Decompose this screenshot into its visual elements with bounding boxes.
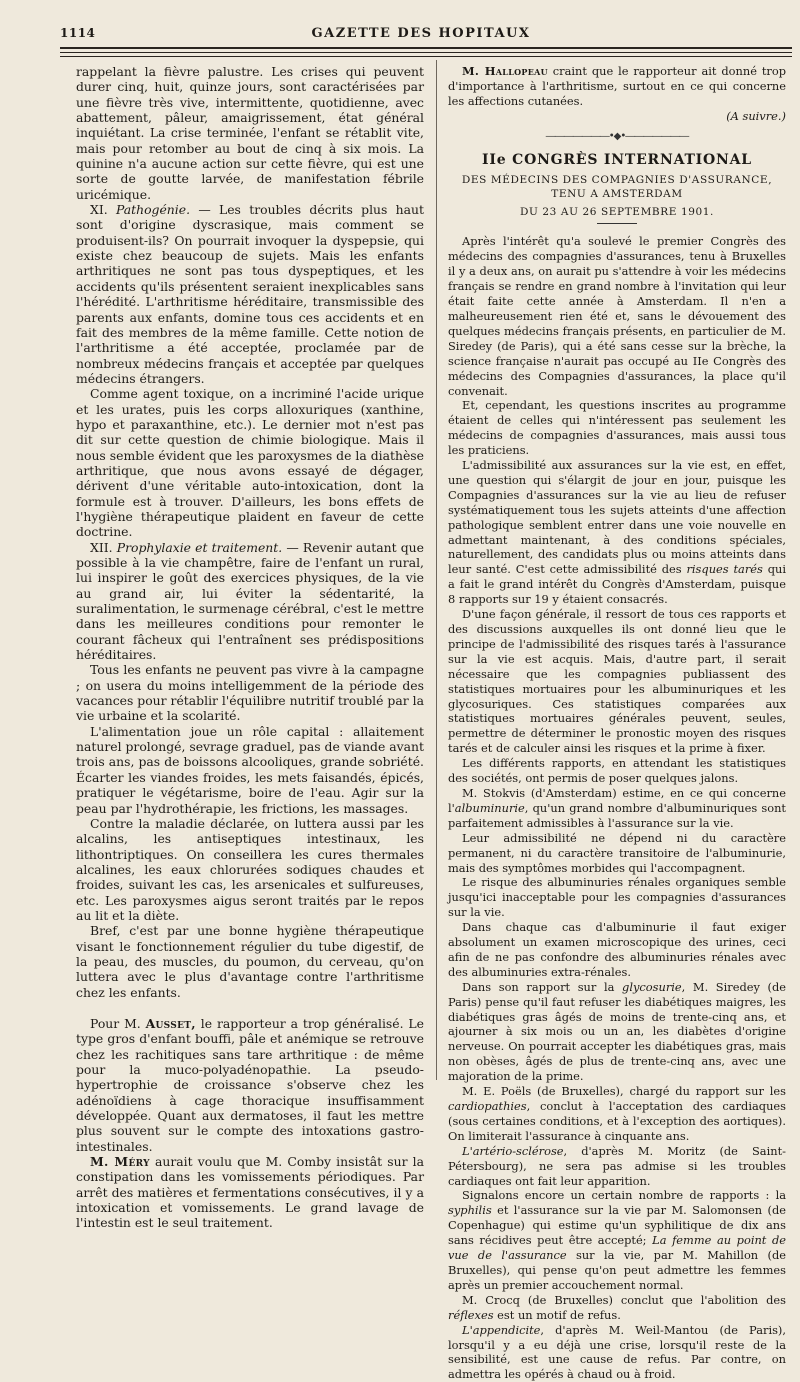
paragraph: rappelant la fièvre palustre. Les crises qui peuvent durer cinq, huit, quinze jours, sont caractérisées par une fièvre très vive, intermittente, quotidienne, avec abattement, pâleur, amaigrissement, état général inquiétant. La crise terminée, l'enfant se rétablit vite, mais pour retomber au bout de cinq à six mois. La quinine n'a aucune action sur cette fièvre, qui est une sorte de goutte larvée, de manifestation fébrile uricémique.: [76, 64, 424, 202]
section-label: Pathogénie.: [115, 202, 191, 218]
section-subtitle: DES MÉDECINS DES COMPAGNIES D'ASSURANCE, TENU A AMSTERDAM: [461, 174, 773, 201]
paragraph-hallopeau: [448, 64, 786, 109]
paragraph-text: aurait voulu que M. Comby insistât sur la constipation dans les vomissements périodiques. Par arrêt des matières et fermentations consécutives, il y a intoxication et vomissements. Le grand lavage de l'intestin est le seul traitement.: [76, 1154, 424, 1231]
italic-term: réflexes: [448, 1307, 494, 1322]
paragraph: [448, 1144, 786, 1189]
italic-term: L'appendicite: [462, 1322, 541, 1337]
paragraph-pathogenie: [76, 202, 424, 386]
italic-term: L'artério-sclérose: [462, 1143, 564, 1158]
paragraph-text: — Les troubles décrits plus haut sont d'origine dyscrasique, mais comment se produisent-ils? On pourrait invoquer la dyspepsie, qui existe chez beaucoup de sujets. Mais les enfants arthritiques ne sont pas tous dyspeptiques, et les accidents qu'ils présentent seraient inexplicables sans l'hérédité. L'arthritisme héréditaire, transmissible des parents aux enfants, domine tous ces accidents et en fait des membres de la même famille. Cette notion de l'arthritisme a été acceptée, proclamée par de nombreux médecins français et acceptée par quelques médecins étrangers.: [76, 202, 424, 386]
section-number: XI.: [90, 202, 108, 218]
paragraph-text: , qu'un grand nombre d'albuminuriques sont parfaitement admissibles à l'assurance sur la vie.: [448, 800, 786, 830]
speaker-name: Ausset,: [145, 1015, 196, 1031]
paragraph-text: le rapporteur a trop généralisé. Le type gros d'enfant bouffi, pâle et anémique se retrouve chez les rachitiques sans tare arthritique : de même pour la muco-polyadénopathie. La pseudo-hypertrophie de croissance s'observe chez les adénoïdiens à cage thoracique insuffisamment développée. Quant aux dermatoses, il faut les mettre plus souvent sur le compte des intoxations gastro-intestinales.: [76, 1015, 424, 1154]
section-number: XII.: [90, 539, 113, 555]
speaker-name: M. Méry: [90, 1154, 150, 1170]
paragraph: Comme agent toxique, on a incriminé l'acide urique et les urates, puis les corps alloxuriques (xanthine, hypo et paraxanthine, etc.). Le dernier mot n'est pas dit sur cette question de chimie biologique. Mais il nous semble évident que les paroxysmes de la diathèse arthritique, que nous avons essayé de dégager, dérivent d'une véritable auto-intoxication, dont la formule est à trouver. D'ailleurs, les bons effets de l'hygiène thérapeutique plaident en faveur de cette doctrine.: [76, 386, 424, 540]
paragraph: Bref, c'est par une bonne hygiène thérapeutique visant le fonctionnement régulier du tube digestif, de la peau, des muscles, du poumon, du cerveau, qu'on luttera avec le plus d'avantage contre l'arthritisme chez les enfants.: [76, 923, 424, 1000]
paragraph: Contre la maladie déclarée, on luttera aussi par les alcalins, les antiseptiques intestinaux, les lithontriptiques. On conseillera les cures thermales alcalines, les eaux chlorurées sodiques chaudes et froides, suivant les cas, les arsenicales et sulfureuses, etc. Les paroxysmes aigus seront traités par le repos au lit et la diète.: [76, 815, 424, 923]
italic-term: albuminurie: [454, 800, 525, 815]
paragraph-text: M. E. Poëls (de Bruxelles), chargé du rapport sur les: [462, 1084, 786, 1099]
header-rule-thin-2: [60, 56, 792, 57]
left-column: [76, 64, 424, 1231]
paragraph-text: — Revenir autant que possible à la vie champêtre, faire de l'enfant un rural, lui inspirer le goût des exercices physiques, de la vie au grand air, lui éviter la sédentarité, la suralimentation, le surmenage cérébral, c'est le mettre dans les meilleures conditions pour remonter le courant fâcheux qui l'entraînent ses prédispositions héréditaires.: [76, 539, 424, 663]
paragraph: [448, 1084, 786, 1144]
paragraph-text: L'admissibilité aux assurances sur la vie est, en effet, une question qui s'élargit de jour en jour, puisque les Compagnies d'assurances sur la vie au lieu de refuser systématiquement tous les sujets atteints d'une affection pathologique semblent entrer dans une voie nouvelle en admettant maintenant, à des conditions spéciales, naturellement, des candidats plus ou moins atteints dans leur santé. C'est cette admissibilité des: [448, 458, 786, 577]
paragraph-text: , conclut à l'acceptation des cardiaques (sous certaines conditions, et à l'exception des aortiques). On limiterait l'assurance à cinquante ans.: [448, 1099, 786, 1143]
paragraph-text: M. Stokvis (d'Amsterdam) estime, en ce qui concerne l': [448, 785, 786, 815]
paragraph: [448, 1188, 786, 1292]
header-rule-thick: [60, 47, 792, 49]
page-header: [60, 26, 782, 46]
italic-term: glycosurie: [622, 979, 682, 994]
paragraph: Les différents rapports, en attendant les statistiques des sociétés, ont permis de poser quelques jalons.: [448, 756, 786, 786]
paragraph-text: , M. Siredey (de Paris) pense qu'il faut refuser les diabétiques maigres, les diabétiques gras âgés de moins de trente-cinq ans, et ajourner à six mois ou un an, les diabètes d'origine nerveuse. On pourrait accepter les diabétiques gras, mais non obèses, âgés de plus de trente-cinq ans, avec une majoration de la prime.: [448, 979, 787, 1084]
paragraph-text: qui a fait le grand intérêt du Congrès d'Amsterdam, puisque 8 rapports sur 19 y étaient consacrés.: [448, 562, 786, 607]
section-subtitle-dates: DU 23 AU 26 SEPTEMBRE 1901.: [520, 206, 714, 219]
paragraph-prophylaxie: [76, 540, 424, 663]
paragraph-text: Pour M.: [90, 1015, 146, 1031]
paragraph-text: , d'après M. Moritz (de Saint-Pétersbourg), ne sera pas admise si les troubles cardiaques ont fait leur apparition.: [448, 1143, 786, 1188]
short-rule: [597, 223, 637, 224]
paragraph-text: sur la vie, par M. Mahillon (de Bruxelles), qui pense qu'on peut admettre les femmes après un premier accouchement normal.: [448, 1248, 787, 1292]
speaker-name: M. Hallopeau: [462, 64, 548, 78]
paragraph-text: , d'après M. Weil-Mantou (de Paris), lorsqu'il y a eu déjà une crise, lorsqu'il reste de la sensibilité, est une cause de refus. Par contre, on admettra les opérés à chaud ou à froid.: [448, 1322, 786, 1382]
italic-term: La femme au point de vue de l'assurance: [448, 1233, 786, 1263]
paragraph: [448, 786, 786, 831]
right-column: [448, 64, 786, 1382]
column-divider: [436, 60, 437, 1080]
paragraph: L'alimentation joue un rôle capital : allaitement naturel prolongé, sevrage graduel, pas de viande avant trois ans, pas de boissons alcooliques, grande sobriété. Écarter les viandes froides, les mets faisandés, épicés, pratiquer le végétarisme, boire de l'eau. Agir sur la peau par l'hydrothérapie, les frictions, les massages.: [76, 723, 424, 816]
paragraph: [448, 458, 786, 607]
paragraph: Tous les enfants ne peuvent pas vivre à la campagne ; on usera du moins intelligemment de la période des vacances pour rétablir l'équilibre nutritif troublé par la vie urbaine et la scolarité.: [76, 662, 424, 724]
paragraph-text: et l'assurance sur la vie par M. Salomonsen (de Copenhague) qui estime qu'un syphilitique de dix ans sans récidives peut être accepté;: [448, 1203, 786, 1248]
paragraph-ausset: [76, 1016, 424, 1154]
page-number: 1114: [60, 26, 96, 40]
italic-term: cardiopathies: [448, 1099, 527, 1113]
section-label: Prophylaxie et traitement.: [116, 539, 283, 555]
paragraph-text: est un motif de refus.: [493, 1307, 621, 1322]
paragraph-text: Dans son rapport sur la: [462, 979, 623, 994]
to-be-continued: (A suivre.): [726, 108, 786, 123]
journal-title: GAZETTE DES HOPITAUX: [311, 26, 531, 41]
section-title: IIe CONGRÈS INTERNATIONAL: [482, 151, 752, 168]
header-rule-thin: [60, 52, 792, 53]
paragraph: [448, 1323, 786, 1382]
paragraph-text: M. Crocq (de Bruxelles) conclut que l'abolition des: [462, 1292, 786, 1307]
paragraph: Dans chaque cas d'albuminurie il faut exiger absolument un examen microscopique des urines, ceci afin de ne pas confondre des albuminuries rénales avec des albuminuries extra-rénales.: [448, 920, 786, 979]
paragraph: Et, cependant, les questions inscrites au programme étaient de celles qui n'intéressent pas seulement les médecins de compagnies d'assurances, mais aussi tous les praticiens.: [448, 398, 786, 458]
italic-term: risques tarés: [686, 562, 763, 577]
paragraph: [448, 1293, 786, 1323]
paragraph-mery: [76, 1154, 424, 1231]
paragraph: D'une façon générale, il ressort de tous ces rapports et des discussions auxquelles ils ont donné lieu que le principe de l'admissibilité des risques tarés à l'assurance sur la vie est acquis. Mais, d'autre part, il serait nécessaire que les compagnies publiassent des statistiques mortuaires pour les albuminuriques et les glycosuriques. Ces statistiques comparées aux statistiques mortuaires générales peuvent, seules, permettre de déterminer le pronostic moyen des risques tarés et de calculer ainsi les risques et la prime à fixer.: [448, 607, 786, 756]
italic-term: syphilis: [448, 1203, 492, 1218]
paragraph: Leur admissibilité ne dépend ni du caractère permanent, ni du caractère transitoire de l'albuminurie, mais des symptômes morbides qui l'accompagnent.: [448, 830, 786, 875]
paragraph: Après l'intérêt qu'a soulevé le premier Congrès des médecins des compagnies d'assurances, tenu à Bruxelles il y a deux ans, on aurait pu s'attendre à voir les médecins français se rendre en grand nombre à l'invitation qui leur était faite cette année à Amsterdam. Il n'en a malheureusement rien été et, sans le dévouement des quelques médecins français présents, en particulier de M. Siredey (de Paris), qui a été sans cesse sur la brèche, la science française n'aurait pas occupé au IIe Congrès des médecins des Compagnies d'assurances, la place qu'il convenait.: [448, 234, 786, 398]
paragraph: [448, 980, 786, 1084]
paragraph-text: craint que le rapporteur ait donné trop d'importance à l'arthritisme, surtout en ce qui concerne les affections cutanées.: [448, 64, 786, 108]
paragraph-text: Signalons encore un certain nombre de rapports : la: [462, 1188, 786, 1203]
ornamental-separator: ―――――――•◆•―――――――: [545, 130, 689, 142]
paragraph: Le risque des albuminuries rénales organiques semble jusqu'ici inacceptable pour les compagnies d'assurances sur la vie.: [448, 875, 786, 920]
